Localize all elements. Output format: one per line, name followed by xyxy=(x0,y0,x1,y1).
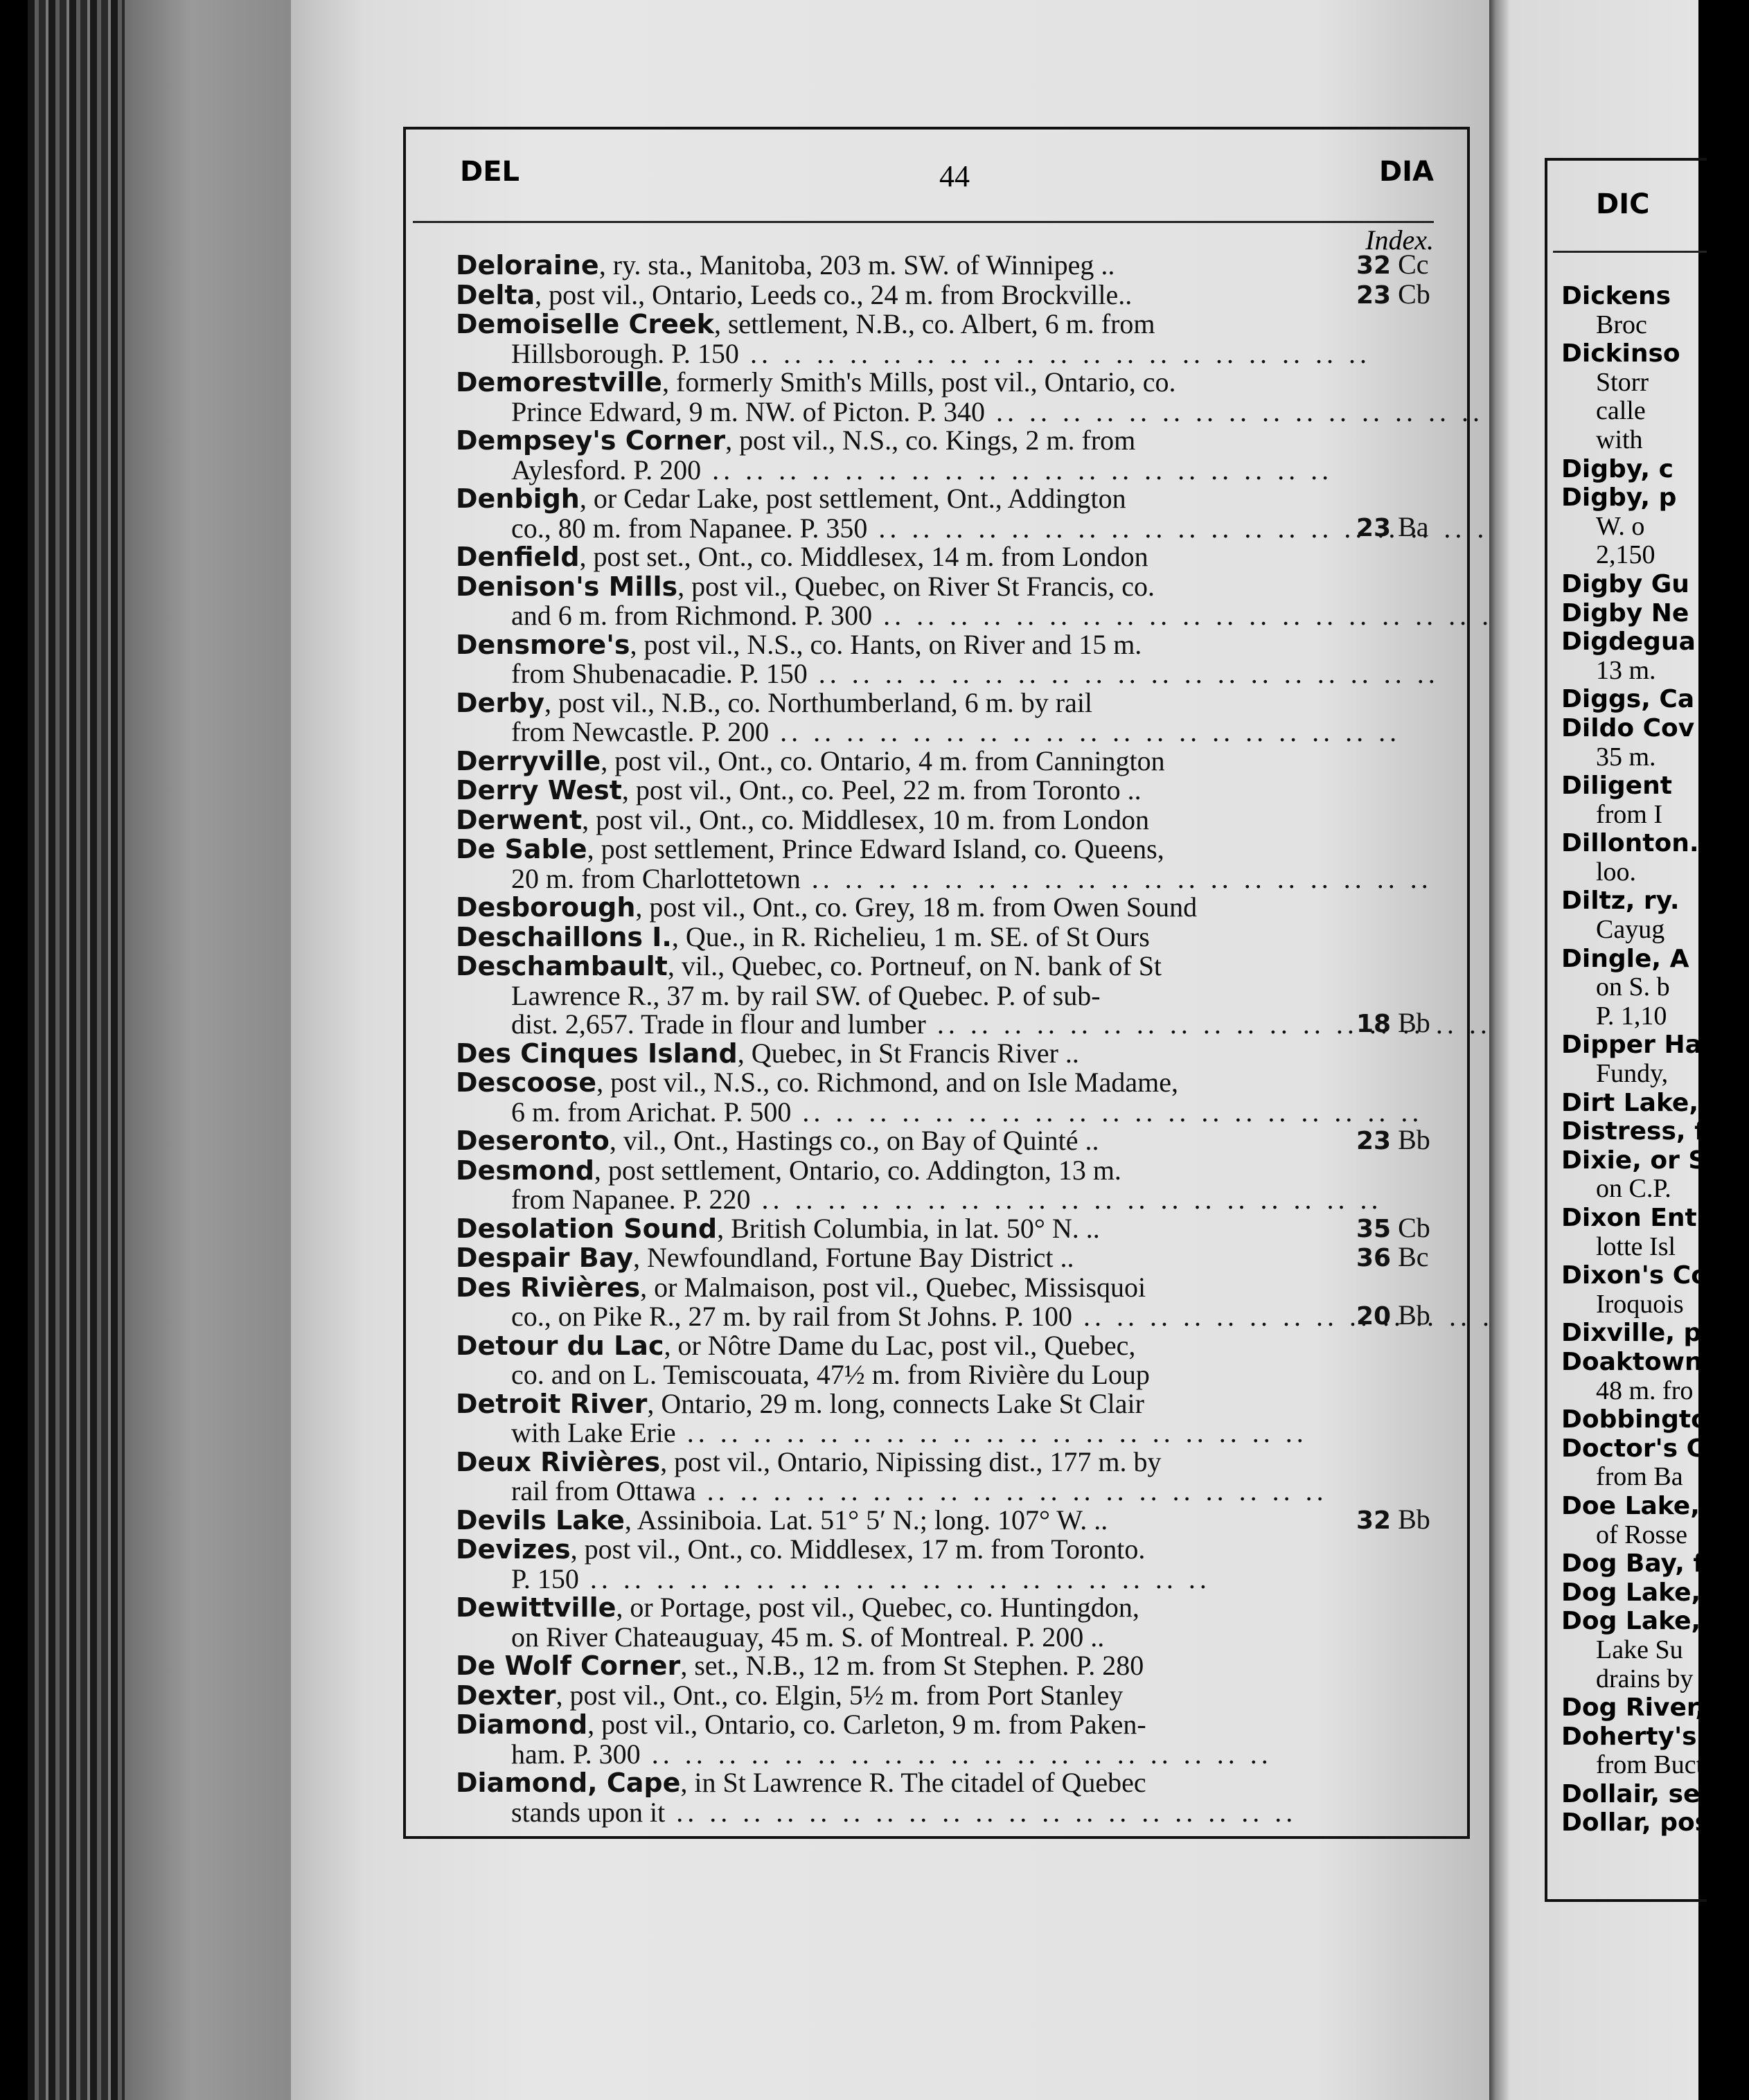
entry-continuation: Hillsborough. P. 150 .. .. xyxy=(456,339,1325,368)
entry-description: , post settlement, Prince Edward Island, co. Queens, xyxy=(587,833,1164,864)
entry-description: , ry. sta., Manitoba, 203 m. SW. of Winnipeg .. xyxy=(598,249,1115,281)
map-number: 23 xyxy=(1356,281,1392,310)
entry-line xyxy=(456,1445,1325,1477)
entry-continuation: Prince Edward, 9 m. NW. of Picton. P. 340 .. .. xyxy=(456,398,1325,427)
entry-line xyxy=(456,688,1325,718)
page-header xyxy=(406,156,1467,197)
gazetteer-entry xyxy=(456,1389,1453,1448)
entry-line xyxy=(456,920,1325,952)
map-grid-square: Bb xyxy=(1398,1503,1430,1535)
entry-description: , settlement, N.B., co. Albert, 6 m. from xyxy=(713,308,1155,339)
right-page-line: Dog River, O xyxy=(1561,1693,1735,1723)
entry-continuation: dist. 2,657. Trade in flour and lumber .. .. xyxy=(456,1010,1325,1039)
entry-name: De Wolf Corner xyxy=(456,1650,681,1681)
right-page-line: Dixon Entr xyxy=(1561,1204,1710,1232)
entry-line xyxy=(456,1126,1325,1156)
entry-name: Deux Rivières xyxy=(456,1446,661,1477)
entry-line xyxy=(456,1214,1325,1244)
entry-line xyxy=(456,1273,1325,1303)
right-page-line: calle xyxy=(1596,396,1646,426)
entry-name: Des Rivières xyxy=(456,1272,641,1303)
map-grid-square: Bb xyxy=(1398,1124,1430,1155)
entry-continuation: from Napanee. P. 220 .. .. xyxy=(456,1185,1325,1214)
map-index-reference xyxy=(1356,1243,1453,1273)
map-index-reference xyxy=(1356,250,1453,281)
right-page-line: Dollair, set., I xyxy=(1561,1779,1749,1808)
entry-name: Demorestville xyxy=(456,367,662,398)
right-page-line: Dobbington xyxy=(1561,1405,1726,1434)
entry-line xyxy=(456,542,1325,572)
map-number: 23 xyxy=(1356,513,1392,542)
gazetteer-entry xyxy=(456,278,1453,310)
entry-name: Diamond, Cape xyxy=(456,1768,681,1798)
right-page-line: Dirt Lake, xyxy=(1561,1088,1699,1117)
gazetteer-entry xyxy=(456,688,1453,747)
right-page-line: Dickens xyxy=(1561,282,1671,310)
gazetteer-entry xyxy=(456,1211,1453,1244)
entry-description: , post vil., Ont., co. Middlesex, 17 m. from Toronto. xyxy=(570,1533,1146,1565)
map-index-reference xyxy=(1356,280,1453,310)
entry-name: Deseronto xyxy=(456,1125,610,1156)
right-page-line: Lake Su xyxy=(1596,1635,1683,1664)
entry-name: Denbigh xyxy=(456,483,580,514)
entry-continuation: co., 80 m. from Napanee. P. 350 .. .. xyxy=(456,514,1325,543)
right-page-line: Diligent xyxy=(1561,772,1672,801)
entry-line xyxy=(456,310,1325,339)
entry-name: Desolation Sound xyxy=(456,1213,718,1244)
right-page-line: Digby Ne xyxy=(1561,598,1689,628)
right-page-line: from I xyxy=(1596,799,1663,829)
right-page-line: on S. b xyxy=(1596,972,1670,1002)
entry-name: Detroit River xyxy=(456,1388,648,1419)
entry-description: , post vil., N.B., co. Northumberland, 6 m. by rail xyxy=(544,686,1093,718)
right-page-line: Doaktown, xyxy=(1561,1347,1712,1376)
entry-description: , or Portage, post vil., Quebec, co. Huntingdon, xyxy=(616,1592,1139,1623)
entry-description: , post vil., Ont., co. Peel, 22 m. from Toronto .. xyxy=(621,774,1142,806)
gazetteer-entry xyxy=(456,1126,1453,1156)
entry-name: De Sable xyxy=(456,834,587,864)
entry-name: Deloraine xyxy=(456,250,599,281)
map-grid-square: Bb xyxy=(1398,1299,1430,1331)
entry-description: , post vil., Quebec, on River St Francis, co. xyxy=(677,570,1155,602)
right-page-line: Dipper Ha xyxy=(1561,1031,1702,1060)
entry-description: , in St Lawrence R. The citadel of Quebec xyxy=(680,1767,1146,1798)
map-number: 32 xyxy=(1356,251,1392,280)
entry-name: Des Cinques Island xyxy=(456,1038,738,1069)
gazetteer-entry xyxy=(456,920,1453,952)
map-number: 20 xyxy=(1356,1302,1392,1331)
index-column-label: Index. xyxy=(1365,224,1434,256)
right-page-line: 35 m. xyxy=(1596,742,1656,772)
right-page-line: lotte Isl xyxy=(1596,1231,1676,1261)
right-page-line: Dollar, post v xyxy=(1561,1808,1747,1838)
right-page-line: Diggs, Ca xyxy=(1561,685,1695,714)
entry-name: Delta xyxy=(456,279,535,310)
map-grid-square: Ba xyxy=(1398,510,1429,542)
entry-line xyxy=(456,1156,1325,1186)
map-index-reference xyxy=(1356,1505,1453,1536)
gazetteer-entry xyxy=(456,803,1453,835)
entry-name: Denison's Mills xyxy=(456,571,678,602)
entry-name: Densmore's xyxy=(456,629,630,660)
entry-continuation: from Newcastle. P. 200 .. .. xyxy=(456,718,1325,747)
right-page-line: Digby, c xyxy=(1561,454,1673,483)
gazetteer-entry xyxy=(456,747,1453,776)
entry-name: Dempsey's Corner xyxy=(456,425,726,456)
entry-description: , post vil., Ontario, co. Carleton, 9 m. from Paken- xyxy=(587,1709,1146,1740)
gazetteer-entry xyxy=(456,1445,1453,1506)
entry-name: Devizes xyxy=(456,1534,571,1565)
entry-line xyxy=(456,1651,1325,1681)
right-page-line: Digby, p xyxy=(1561,483,1677,513)
entry-line xyxy=(456,1331,1325,1361)
entry-name: Demoiselle Creek xyxy=(456,309,714,339)
entry-description: , post vil., Ontario, Leeds co., 24 m. from Brockville.. xyxy=(535,278,1133,310)
gazetteer-entries xyxy=(456,251,1453,1826)
entry-description: , post vil., Ont., co. Middlesex, 10 m. from London xyxy=(582,803,1149,835)
entry-name: Desborough xyxy=(456,892,636,923)
entry-line xyxy=(456,1506,1325,1536)
right-page-line: with xyxy=(1596,425,1643,454)
entry-line xyxy=(456,278,1325,310)
entry-continuation: ham. P. 300 .. .. xyxy=(456,1740,1325,1769)
right-page-line: Doe Lake, s xyxy=(1561,1491,1723,1520)
entry-continuation: co., on Pike R., 27 m. by rail from St Johns. P. 100 .. .. xyxy=(456,1302,1325,1331)
entry-continuation: P. 150 .. .. xyxy=(456,1565,1325,1594)
entry-line xyxy=(456,368,1325,398)
gazetteer-entry xyxy=(456,251,1453,281)
header-rule xyxy=(413,221,1434,223)
gazetteer-entry xyxy=(456,426,1453,484)
map-number: 23 xyxy=(1356,1127,1392,1155)
entry-description: , set., N.B., 12 m. from St Stephen. P. 280 xyxy=(680,1650,1144,1681)
right-page-line: drains by xyxy=(1596,1664,1694,1693)
entry-description: , or Cedar Lake, post settlement, Ont., Addington xyxy=(579,483,1126,514)
entry-description: , post vil., Ont., co. Grey, 18 m. from Owen Sound xyxy=(635,891,1198,923)
gazetteer-entry xyxy=(456,1535,1453,1593)
right-page-line: Diltz, ry. xyxy=(1561,887,1680,916)
entry-name: Dewittville xyxy=(456,1592,616,1623)
entry-line xyxy=(456,630,1325,660)
right-page-line: from Ba xyxy=(1596,1462,1683,1492)
gazetteer-entry xyxy=(456,368,1453,426)
right-page-line: Doherty's M xyxy=(1561,1722,1730,1751)
map-grid-square: Cc xyxy=(1398,249,1429,280)
entry-line xyxy=(456,1039,1325,1069)
entry-description: , Assiniboia. Lat. 51° 5′ N.; long. 107° W. .. xyxy=(624,1504,1108,1536)
gazetteer-entry xyxy=(456,893,1453,923)
entry-line xyxy=(456,484,1325,514)
map-number: 32 xyxy=(1356,1506,1392,1535)
entry-description: , post set., Ont., co. Middlesex, 14 m. from London xyxy=(579,541,1148,572)
entry-description: , post settlement, Ontario, co. Addington, 13 m. xyxy=(594,1154,1121,1186)
header-right-guide-word: DIA xyxy=(1378,156,1434,188)
header-left-guide-word: DEL xyxy=(460,156,520,188)
entry-description: , Quebec, in St Francis River .. xyxy=(737,1037,1079,1069)
entry-continuation: with Lake Erie .. .. xyxy=(456,1418,1325,1448)
right-page-line: from Buct xyxy=(1596,1750,1704,1780)
gazetteer-entry xyxy=(456,1156,1453,1214)
gazetteer-entry xyxy=(456,1243,1453,1273)
right-page-line: 2,150 xyxy=(1596,540,1655,570)
entry-name: Derwent xyxy=(456,804,583,835)
right-page-line: Storr xyxy=(1596,367,1649,397)
right-page-line: Distress, fi xyxy=(1561,1117,1713,1146)
entry-description: , Newfoundland, Fortune Bay District .. xyxy=(632,1242,1074,1273)
gazetteer-entry xyxy=(456,1068,1453,1126)
entry-line xyxy=(456,1710,1325,1740)
right-page-line: Digby Gu xyxy=(1561,569,1689,598)
entry-name: Diamond xyxy=(456,1709,588,1740)
entry-description: , post vil., Ont., co. Ontario, 4 m. from Cannington xyxy=(601,745,1165,776)
entry-name: Derryville xyxy=(456,745,601,776)
entry-description: , British Columbia, in lat. 50° N. .. xyxy=(717,1212,1100,1244)
entry-name: Denfield xyxy=(456,542,580,572)
entry-description: , or Malmaison, post vil., Quebec, Missisquoi xyxy=(640,1271,1146,1303)
entry-line xyxy=(456,835,1325,864)
entry-line xyxy=(456,426,1325,456)
gazetteer-entry xyxy=(456,1039,1453,1069)
entry-continuation: on River Chateauguay, 45 m. S. of Montreal. P. 200 .. xyxy=(511,1621,1105,1653)
right-page-line: of Rosse xyxy=(1596,1520,1687,1549)
right-page-line: Dixon's Cor xyxy=(1561,1261,1721,1290)
gazetteer-entry xyxy=(456,310,1453,368)
right-page-line: Fundy, xyxy=(1596,1059,1669,1089)
map-index-reference xyxy=(1356,1213,1453,1244)
page-frame xyxy=(403,127,1470,1839)
entry-continuation: and 6 m. from Richmond. P. 300 .. .. xyxy=(456,601,1325,630)
entry-line xyxy=(456,803,1325,835)
map-number: 18 xyxy=(1356,1010,1392,1038)
gazetteer-entry xyxy=(456,1651,1453,1681)
entry-line xyxy=(456,1389,1325,1419)
map-index-reference xyxy=(1356,1125,1453,1156)
entry-continuation: stands upon it .. .. xyxy=(456,1798,1325,1827)
entry-line xyxy=(456,893,1325,923)
right-page-frame xyxy=(1545,158,1749,1902)
entry-line xyxy=(456,1768,1325,1798)
right-page-line: Dildo Cov xyxy=(1561,713,1695,742)
entry-description: , vil., Quebec, co. Portneuf, on N. bank of St xyxy=(667,950,1162,981)
entry-description: , or Nôtre Dame du Lac, post vil., Quebec, xyxy=(664,1329,1136,1361)
entry-line xyxy=(456,572,1325,602)
entry-line xyxy=(456,952,1325,981)
gazetteer-entry xyxy=(456,542,1453,572)
entry-name: Derby xyxy=(456,687,545,718)
map-number: 36 xyxy=(1356,1244,1392,1272)
map-grid-square: Bb xyxy=(1398,1007,1430,1038)
entry-continuation: rail from Ottawa .. .. xyxy=(456,1477,1325,1506)
gazetteer-entry xyxy=(456,630,1453,688)
map-index-reference xyxy=(1356,1008,1453,1039)
map-index-reference xyxy=(1356,510,1453,543)
entry-continuation: Aylesford. P. 200 .. .. xyxy=(456,456,1325,485)
book-page-edges-light xyxy=(125,0,291,2100)
map-grid-square: Cb xyxy=(1398,278,1430,310)
entry-description: , Ontario, 29 m. long, connects Lake St Clair xyxy=(647,1387,1144,1419)
map-index-reference xyxy=(1356,1301,1453,1331)
right-page-line: Broc xyxy=(1596,310,1647,339)
right-page-line: Iroquois xyxy=(1596,1289,1684,1319)
entry-description: , vil., Ont., Hastings co., on Bay of Quinté .. xyxy=(609,1125,1099,1156)
entry-name: Detour du Lac xyxy=(456,1330,664,1361)
entry-description: , post vil., N.S., co. Richmond, and on Isle Madame, xyxy=(596,1067,1178,1098)
entry-description: , post vil., N.S., co. Kings, 2 m. from xyxy=(725,425,1136,456)
gazetteer-entry xyxy=(456,484,1453,542)
right-page-line: Dog Lake, la xyxy=(1561,1607,1735,1636)
entry-description: , post vil., Ontario, Nipissing dist., 177 m. by xyxy=(660,1445,1162,1477)
page-number: 44 xyxy=(939,159,970,193)
right-page-line: Doctor's Co xyxy=(1561,1434,1722,1463)
entry-continuation: co. and on L. Temiscouata, 47½ m. from Rivière du Loup xyxy=(511,1359,1150,1390)
entry-continuation: 20 m. from Charlottetown .. .. xyxy=(456,864,1325,893)
entry-name: Deschaillons I. xyxy=(456,921,672,952)
entry-line xyxy=(456,776,1325,806)
right-page-line: Digdegua xyxy=(1561,628,1696,657)
right-page-line: loo. xyxy=(1596,857,1637,887)
entry-name: Derry West xyxy=(456,775,622,806)
entry-description: , formerly Smith's Mills, post vil., Ontario, co. xyxy=(662,366,1176,398)
entry-line xyxy=(456,1593,1325,1623)
entry-name: Descoose xyxy=(456,1067,597,1098)
right-page-line: 48 m. fro xyxy=(1596,1376,1694,1405)
right-page-line: Dillonton. xyxy=(1561,829,1699,858)
gazetteer-entry xyxy=(456,1331,1453,1389)
right-header-guide-word: DIC xyxy=(1596,188,1650,220)
right-page-entries xyxy=(1561,282,1749,1838)
entry-continuation: Lawrence R., 37 m. by rail SW. of Quebec. P. of sub- xyxy=(511,979,1101,1011)
right-page-line: 13 m. xyxy=(1596,655,1656,685)
right-page-line: W. o xyxy=(1596,511,1645,541)
entry-description: , post vil., Ont., co. Elgin, 5½ m. from Port Stanley xyxy=(556,1679,1124,1711)
gazetteer-entry xyxy=(456,1768,1453,1826)
entry-continuation: from Shubenacadie. P. 150 .. .. xyxy=(456,659,1325,688)
gazetteer-entry xyxy=(456,572,1453,630)
map-grid-square: Bc xyxy=(1398,1241,1429,1272)
gazetteer-entry xyxy=(456,1273,1453,1331)
map-grid-square: Cb xyxy=(1398,1211,1430,1243)
entry-continuation: 6 m. from Arichat. P. 500 .. .. xyxy=(456,1098,1325,1127)
gazetteer-entry xyxy=(456,835,1453,893)
right-page-line: Dingle, A xyxy=(1561,944,1689,973)
right-page-line: Cayug xyxy=(1596,915,1665,945)
gazetteer-entry xyxy=(456,1710,1453,1768)
gazetteer-entry xyxy=(456,1681,1453,1711)
gazetteer-entry xyxy=(456,1593,1453,1651)
entry-description: , Que., in R. Richelieu, 1 m. SE. of St Ours xyxy=(671,920,1150,952)
entry-line xyxy=(456,747,1325,776)
right-page-line: Dickinso xyxy=(1561,339,1680,368)
entry-line xyxy=(456,1535,1325,1565)
entry-name: Deschambault xyxy=(456,951,668,981)
map-number: 35 xyxy=(1356,1214,1392,1243)
entry-name: Devils Lake xyxy=(456,1504,625,1536)
right-page-line: P. 1,10 xyxy=(1596,1001,1667,1031)
right-page-line: Dog Lake, M xyxy=(1561,1578,1734,1607)
right-header-rule xyxy=(1553,251,1707,253)
gazetteer-entry xyxy=(456,952,1453,1039)
entry-line xyxy=(456,1243,1325,1273)
right-page-line: Dog Bay, fish xyxy=(1561,1549,1745,1578)
gazetteer-entry xyxy=(456,776,1453,806)
entry-name: Desmond xyxy=(456,1155,594,1186)
entry-line xyxy=(456,1068,1325,1098)
right-page-line: on C.P. xyxy=(1596,1174,1671,1204)
entry-name: Despair Bay xyxy=(456,1243,633,1273)
gazetteer-entry xyxy=(456,1503,1453,1536)
right-page-line: Dixville, po xyxy=(1561,1319,1719,1348)
right-page-line: Dixie, or S xyxy=(1561,1146,1707,1175)
entry-line xyxy=(456,1681,1325,1711)
entry-line xyxy=(456,251,1325,281)
entry-description: , post vil., N.S., co. Hants, on River and 15 m. xyxy=(630,628,1142,660)
entry-name: Dexter xyxy=(456,1680,556,1711)
